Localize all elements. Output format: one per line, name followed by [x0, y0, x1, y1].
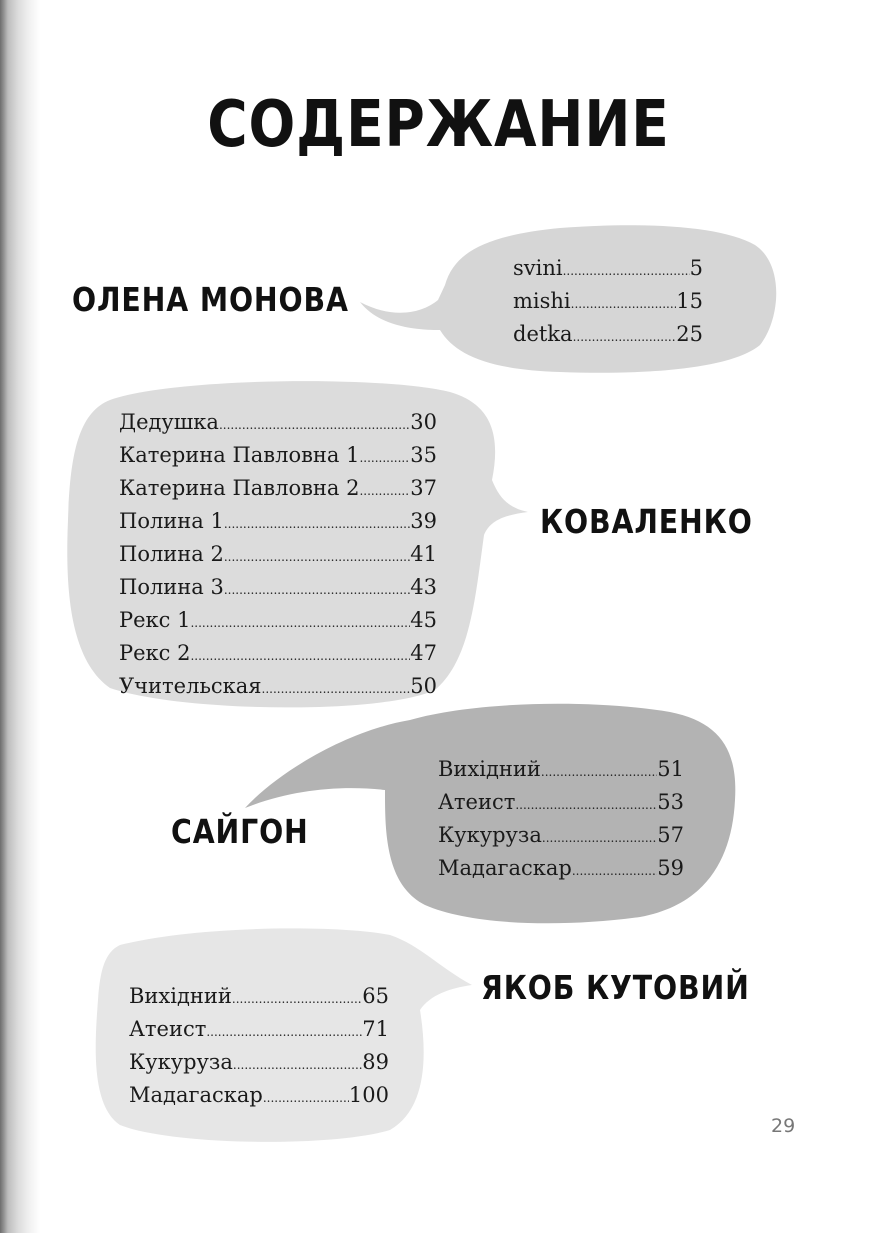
entry-page: 5: [689, 256, 703, 280]
toc-entry[interactable]: [513, 286, 703, 319]
dot-leader: [224, 542, 410, 572]
entry-page: 71: [362, 1017, 389, 1041]
dot-leader: [262, 674, 411, 704]
toc-list-kutovyi: [129, 981, 389, 1113]
dot-leader: [206, 1017, 362, 1047]
dot-leader: [541, 757, 657, 787]
dot-leader: [563, 256, 690, 286]
dot-leader: [359, 476, 410, 506]
toc-entry[interactable]: [119, 605, 437, 638]
entry-title: mishi: [513, 289, 571, 313]
entry-title: Катерина Павловна 2: [119, 476, 360, 500]
toc-entry[interactable]: [119, 407, 437, 440]
toc-entry[interactable]: [129, 981, 389, 1014]
toc-entry[interactable]: [129, 1014, 389, 1047]
toc-list-saigon: [438, 754, 684, 886]
entry-title: Дедушка: [119, 410, 219, 434]
entry-page: 53: [657, 790, 684, 814]
toc-entry[interactable]: [438, 853, 684, 886]
author-kutovyi: ЯКОБ КУТОВИЙ: [481, 968, 750, 1007]
entry-title: Мадагаскар: [438, 856, 572, 880]
author-kovalenko: КОВАЛЕНКО: [540, 502, 753, 541]
page-number: 29: [771, 1115, 796, 1137]
toc-list-kovalenko: [119, 407, 437, 704]
toc-entry[interactable]: [513, 253, 703, 286]
entry-title: Учительская: [119, 674, 262, 698]
toc-entry[interactable]: [129, 1047, 389, 1080]
entry-title: Атеист: [129, 1017, 207, 1041]
dot-leader: [233, 1050, 362, 1080]
dot-leader: [542, 823, 657, 853]
dot-leader: [190, 641, 410, 671]
toc-entry[interactable]: [438, 820, 684, 853]
toc-entry[interactable]: [513, 319, 703, 352]
entry-page: 35: [410, 443, 437, 467]
toc-entry[interactable]: [119, 506, 437, 539]
entry-page: 47: [410, 641, 437, 665]
entry-title: Вихідний: [438, 757, 541, 781]
entry-title: Мадагаскар: [129, 1083, 263, 1107]
entry-title: svini: [513, 256, 563, 280]
dot-leader: [572, 856, 657, 886]
entry-page: 43: [410, 575, 437, 599]
toc-list-monova: [513, 253, 703, 352]
page-title: СОДЕРЖАНИЕ: [207, 88, 670, 162]
entry-page: 30: [410, 410, 437, 434]
dot-leader: [224, 509, 410, 539]
entry-page: 37: [410, 476, 437, 500]
entry-page: 39: [410, 509, 437, 533]
entry-title: Атеист: [438, 790, 516, 814]
toc-entry[interactable]: [438, 754, 684, 787]
entry-title: Рекс 1: [119, 608, 191, 632]
dot-leader: [224, 575, 410, 605]
entry-title: Кукуруза: [129, 1050, 233, 1074]
entry-title: Полина 1: [119, 509, 224, 533]
dot-leader: [515, 790, 657, 820]
toc-entry[interactable]: [119, 440, 437, 473]
entry-page: 57: [657, 823, 684, 847]
entry-page: 15: [676, 289, 703, 313]
entry-page: 51: [657, 757, 684, 781]
toc-entry[interactable]: [129, 1080, 389, 1113]
entry-page: 41: [410, 542, 437, 566]
entry-page: 100: [348, 1083, 389, 1107]
dot-leader: [190, 608, 410, 638]
entry-title: Кукуруза: [438, 823, 542, 847]
entry-page: 50: [410, 674, 437, 698]
dot-leader: [263, 1083, 349, 1113]
toc-entry[interactable]: [438, 787, 684, 820]
entry-page: 59: [657, 856, 684, 880]
dot-leader: [232, 984, 362, 1014]
entry-title: detka: [513, 322, 573, 346]
entry-title: Вихідний: [129, 984, 232, 1008]
entry-page: 65: [362, 984, 389, 1008]
toc-entry[interactable]: [119, 671, 437, 704]
entry-page: 89: [362, 1050, 389, 1074]
toc-entry[interactable]: [119, 638, 437, 671]
entry-title: Полина 2: [119, 542, 224, 566]
dot-leader: [573, 322, 677, 352]
entry-page: 45: [410, 608, 437, 632]
entry-title: Рекс 2: [119, 641, 191, 665]
entry-page: 25: [676, 322, 703, 346]
dot-leader: [359, 443, 410, 473]
entry-title: Катерина Павловна 1: [119, 443, 360, 467]
author-saigon: САЙГОН: [171, 812, 309, 851]
author-monova: ОЛЕНА МОНОВА: [72, 280, 349, 319]
entry-title: Полина 3: [119, 575, 224, 599]
dot-leader: [571, 289, 677, 319]
toc-entry[interactable]: [119, 539, 437, 572]
dot-leader: [219, 410, 410, 440]
toc-entry[interactable]: [119, 473, 437, 506]
toc-entry[interactable]: [119, 572, 437, 605]
